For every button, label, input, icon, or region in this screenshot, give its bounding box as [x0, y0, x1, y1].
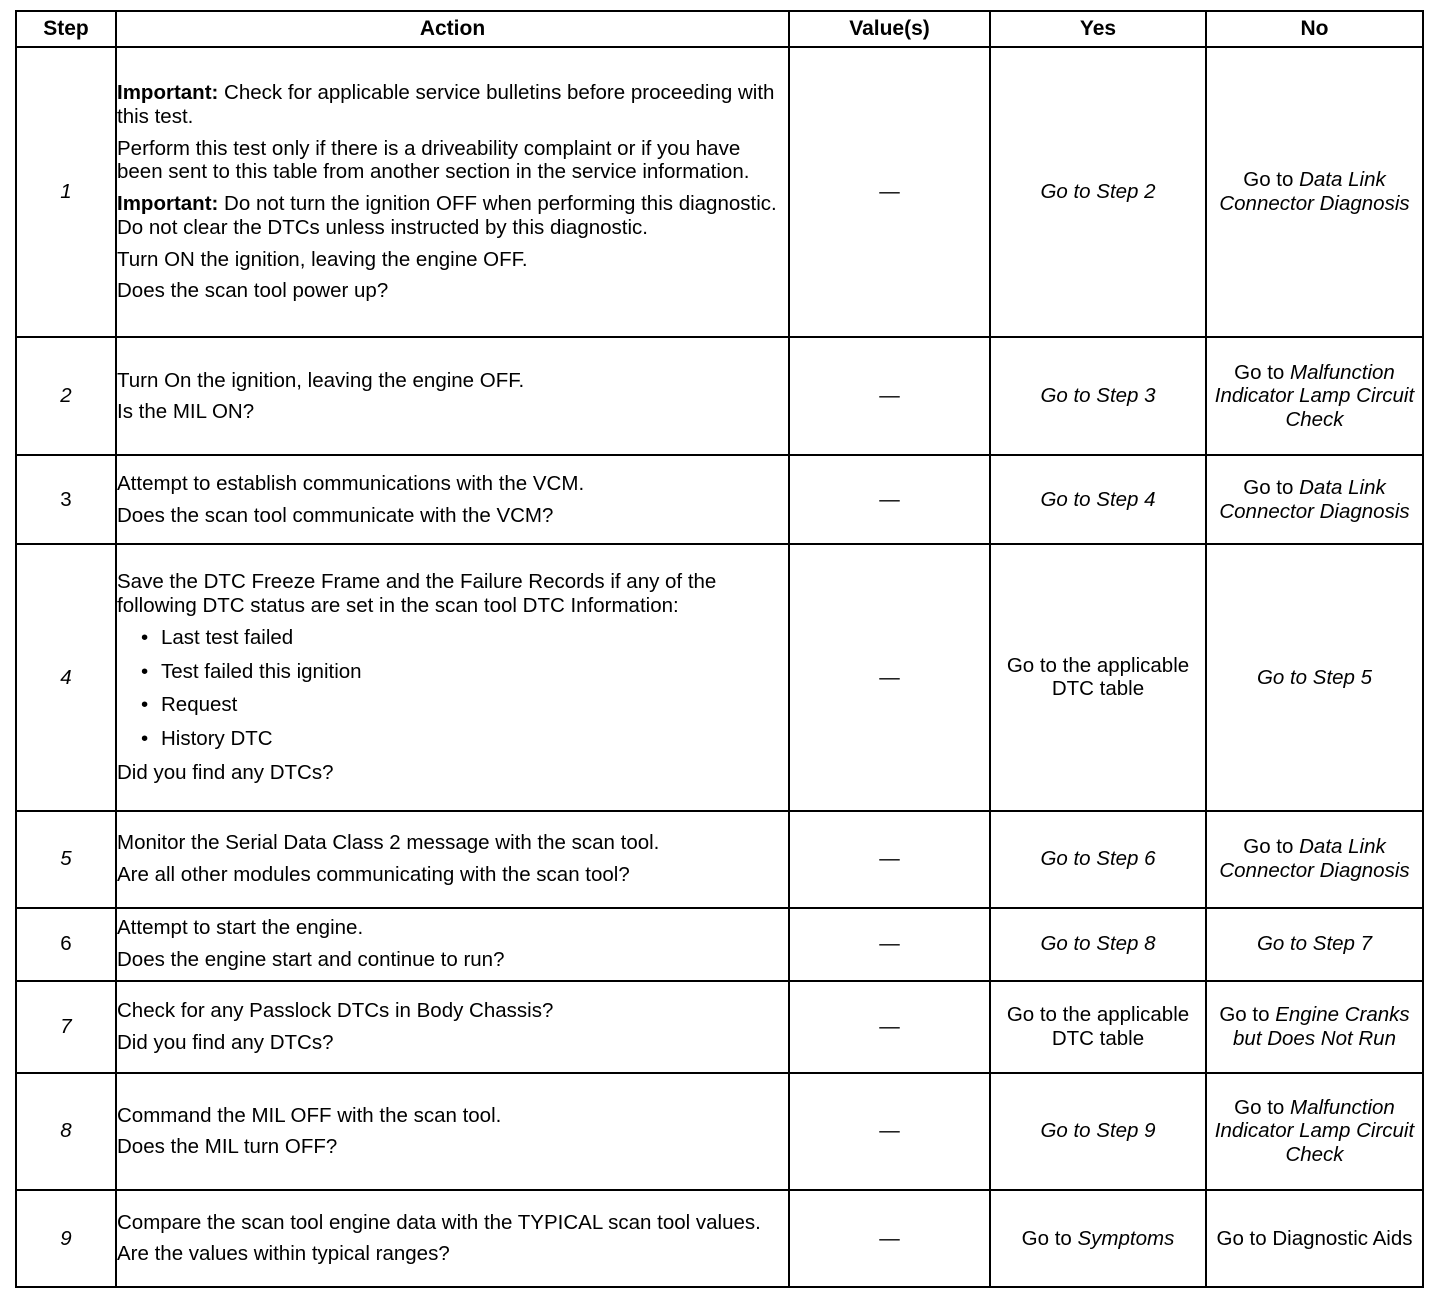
important-label: Important:	[117, 81, 219, 105]
action-paragraph: Attempt to establish communications with the VCM.	[117, 472, 585, 496]
step-number: 2	[16, 337, 116, 455]
step-number: 3	[16, 455, 116, 544]
table-row	[16, 1190, 1423, 1287]
action-paragraph: Save the DTC Freeze Frame and the Failure Records if any of the following DTC status are set in the scan tool DTC Information:	[117, 570, 717, 618]
action-paragraph: Did you find any DTCs?	[117, 1030, 334, 1054]
no-cell	[1206, 544, 1423, 810]
no-cell	[1206, 981, 1423, 1073]
no-text: Data Link Connector Diagnosis	[1219, 835, 1410, 883]
action-cell	[116, 811, 789, 908]
list-item: • History DTC	[161, 727, 788, 751]
no-text: Go to	[1243, 835, 1300, 859]
yes-cell	[990, 1190, 1206, 1287]
action-cell	[116, 47, 789, 337]
no-cell	[1206, 1190, 1423, 1287]
action-paragraph: Did you find any DTCs?	[117, 760, 334, 784]
action-cell	[116, 337, 789, 455]
action-cell	[116, 981, 789, 1073]
no-text: Go to Diagnostic Aids	[1216, 1226, 1413, 1250]
action-paragraph: Important: Check for applicable service bulletins before proceeding with this test.	[117, 81, 775, 128]
value-cell: —	[789, 544, 990, 810]
table-row	[16, 544, 1423, 810]
header-value: Value(s)	[789, 11, 990, 47]
action-paragraph: Turn On the ignition, leaving the engine OFF.	[117, 368, 525, 392]
action-paragraph: Perform this test only if there is a driveability complaint or if you have been sent to this table from another section in the service information.	[117, 136, 750, 184]
step-number: 5	[16, 811, 116, 908]
action-paragraph: Check for any Passlock DTCs in Body Chassis?	[117, 998, 554, 1022]
yes-cell	[990, 47, 1206, 337]
action-cell	[116, 455, 789, 544]
yes-cell	[990, 544, 1206, 810]
step-number: 7	[16, 981, 116, 1073]
action-paragraph: Does the engine start and continue to run?	[117, 948, 505, 972]
action-cell	[116, 544, 789, 810]
action-paragraph: Does the scan tool communicate with the VCM?	[117, 503, 554, 527]
no-text: Go to	[1234, 360, 1290, 384]
action-paragraph: Is the MIL ON?	[117, 400, 255, 424]
yes-text: Go to Step 3	[1040, 384, 1156, 408]
action-cell	[116, 1190, 789, 1287]
value-cell: —	[789, 1073, 990, 1190]
table-row	[16, 47, 1423, 337]
status-list	[117, 626, 788, 751]
step-number: 4	[16, 544, 116, 810]
yes-text: Go to the applicable DTC table	[1006, 653, 1190, 701]
value-cell: —	[789, 1190, 990, 1287]
yes-cell	[990, 1073, 1206, 1190]
table-row	[16, 908, 1423, 981]
no-text: Engine Cranks but Does Not Run	[1233, 1002, 1410, 1050]
no-text: Go to	[1243, 476, 1300, 500]
important-label: Important:	[117, 192, 219, 216]
value-cell: —	[789, 811, 990, 908]
yes-cell	[990, 981, 1206, 1073]
yes-cell	[990, 908, 1206, 981]
yes-cell	[990, 337, 1206, 455]
action-paragraph: Turn ON the ignition, leaving the engine OFF.	[117, 247, 528, 271]
step-number: 6	[16, 908, 116, 981]
action-paragraph: Important: Do not turn the ignition OFF when performing this diagnostic. Do not clear the DTCs unless instructed by this diagnostic.	[117, 192, 777, 239]
yes-text: Go to Step 9	[1040, 1119, 1156, 1143]
no-cell	[1206, 811, 1423, 908]
table-row	[16, 1073, 1423, 1190]
yes-text: Go to Step 6	[1040, 847, 1156, 871]
table-row	[16, 455, 1423, 544]
step-number: 8	[16, 1073, 116, 1190]
list-item: • Request	[161, 693, 788, 717]
header-no: No	[1206, 11, 1423, 47]
no-text: Go to	[1219, 1002, 1276, 1026]
table-row	[16, 981, 1423, 1073]
action-cell	[116, 908, 789, 981]
yes-text: Go to the applicable DTC table	[1006, 1002, 1190, 1050]
yes-text: Go to Step 4	[1040, 487, 1156, 511]
no-cell	[1206, 47, 1423, 337]
header-yes: Yes	[990, 11, 1206, 47]
action-cell	[116, 1073, 789, 1190]
header-step: Step	[16, 11, 116, 47]
action-paragraph: Does the MIL turn OFF?	[117, 1135, 338, 1159]
no-text: Data Link Connector Diagnosis	[1219, 476, 1410, 523]
yes-text: Go to Step 8	[1040, 932, 1156, 956]
no-text: Malfunction Indicator Lamp Circuit Check	[1214, 1095, 1415, 1167]
header-row	[16, 11, 1423, 47]
list-item: • Last test failed	[161, 626, 788, 650]
step-number: 9	[16, 1190, 116, 1287]
no-text: Malfunction Indicator Lamp Circuit Check	[1214, 360, 1415, 432]
action-paragraph: Compare the scan tool engine data with the TYPICAL scan tool values.	[117, 1210, 761, 1234]
yes-cell	[990, 455, 1206, 544]
step-number: 1	[16, 47, 116, 337]
table-row	[16, 337, 1423, 455]
action-paragraph: Are the values within typical ranges?	[117, 1242, 450, 1266]
action-paragraph: Command the MIL OFF with the scan tool.	[117, 1103, 502, 1127]
yes-text: Go to Step 2	[1040, 180, 1156, 204]
no-cell	[1206, 455, 1423, 544]
value-cell: —	[789, 47, 990, 337]
yes-cell	[990, 811, 1206, 908]
no-cell	[1206, 337, 1423, 455]
no-text: Go to Step 5	[1256, 665, 1373, 689]
value-cell: —	[789, 908, 990, 981]
value-cell: —	[789, 455, 990, 544]
no-text: Go to Step 7	[1256, 932, 1373, 956]
list-item: • Test failed this ignition	[161, 660, 788, 684]
value-cell: —	[789, 337, 990, 455]
diagnostic-table	[15, 10, 1424, 1288]
action-paragraph: Does the scan tool power up?	[117, 279, 389, 303]
yes-text: Go to	[1021, 1226, 1078, 1250]
action-paragraph: Attempt to start the engine.	[117, 916, 364, 940]
header-action: Action	[116, 11, 789, 47]
no-text: Go to	[1234, 1095, 1290, 1119]
table-row	[16, 811, 1423, 908]
no-text: Go to	[1243, 168, 1300, 192]
no-text: Data Link Connector Diagnosis	[1219, 168, 1410, 216]
no-cell	[1206, 1073, 1423, 1190]
no-cell	[1206, 908, 1423, 981]
yes-text: Symptoms	[1077, 1226, 1175, 1250]
value-cell: —	[789, 981, 990, 1073]
action-paragraph: Monitor the Serial Data Class 2 message with the scan tool.	[117, 831, 660, 855]
action-paragraph: Are all other modules communicating with the scan tool?	[117, 863, 630, 887]
